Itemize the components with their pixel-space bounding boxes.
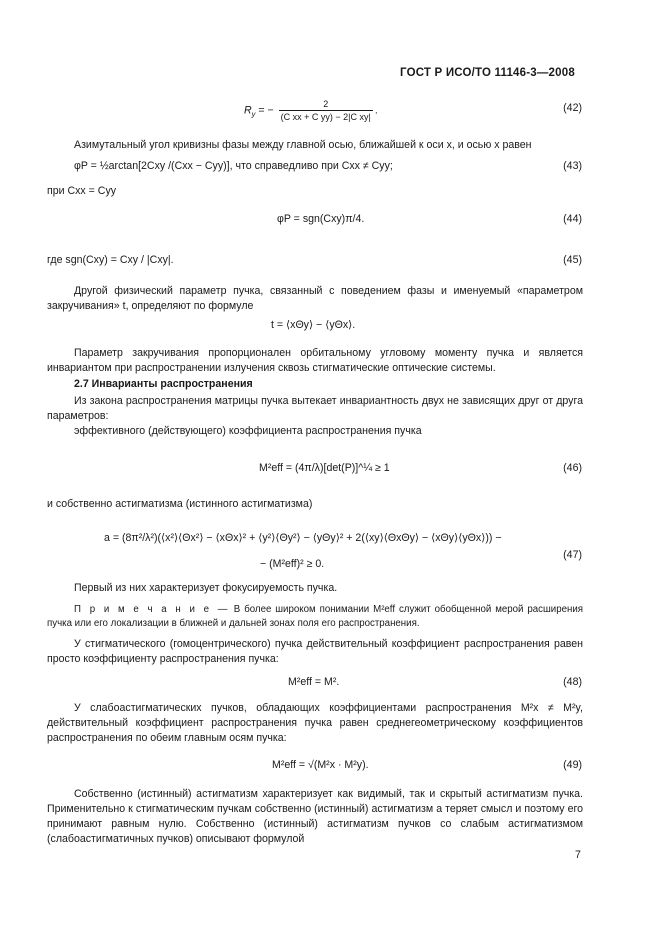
paragraph-intrinsic: и собственно астигматизма (истинного астигматизма) (47, 498, 313, 510)
equation-number-48: (48) (563, 676, 582, 688)
formula-43: φP = ½arctan[2Cxy /(Cxx − Cyy)], что справедливо при Cxx ≠ Cyy; (74, 160, 393, 172)
note-label: П р и м е ч а н и е — (74, 604, 230, 615)
formula-42-denominator: (C xx + C yy) − 2|C xy| (280, 112, 371, 122)
formula-42-lhs: R (244, 104, 252, 117)
equation-number-43: (43) (563, 160, 582, 172)
paragraph-twist: Другой физический параметр пучка, связанный с поведением фазы и именуемый «параметром закручивания» t, определяют по формуле (47, 285, 583, 312)
formula-42-lhs-sub: y (251, 109, 256, 119)
paragraph-azimuth: Азимутальный угол кривизны фазы между главной осью, ближайшей к оси x, и осью x равен (74, 139, 532, 151)
formula-twist: t = ⟨xΘy⟩ − ⟨yΘx⟩. (271, 319, 356, 331)
paragraph-first: Первый из них характеризует фокусируемость пучка. (74, 582, 338, 594)
formula-47-line-2: − (M²eff)² ≥ 0. (260, 558, 325, 570)
paragraph-invariance: Из закона распространения матрицы пучка вытекает инвариантность двух не зависящих друг от друга параметров: (47, 395, 583, 422)
section-title: 2.7 Инварианты распространения (74, 378, 253, 390)
formula-44: φP = sgn(Cxy)π/4. (277, 213, 365, 225)
formula-47-line-1: a = (8π²/λ²)(⟨x²⟩⟨Θx²⟩ − ⟨xΘx⟩² + ⟨y²⟩⟨Θy²⟩ − ⟨yΘy⟩² + 2(⟨xy⟩⟨ΘxΘy⟩ − ⟨xΘy⟩⟨yΘx⟩)) − (104, 532, 502, 544)
note-text: В более широком понимании M²eff служит обобщенной мерой расширения пучка или его локализации в ближней и дальней зонах поля его распространения. (47, 604, 583, 629)
note (47, 603, 583, 631)
paragraph-twist-invariant: Параметр закручивания пропорционален орбитальному угловому моменту пучка и является инвариантом при распространении излучения сквозь стигматические оптические системы. (47, 347, 583, 374)
formula-49: M²eff = √(M²x · M²y). (272, 759, 369, 771)
formula-45: где sgn(Cxy) = Cxy / |Cxy|. (47, 254, 174, 266)
equation-number-46: (46) (563, 462, 582, 474)
paragraph-stigmatic: У стигматического (гомоцентрического) пучка действительный коэффициент распространения равен просто коэффициенту распространения пучка: (47, 638, 583, 665)
equation-number-42: (42) (563, 102, 582, 114)
paragraph-intrinsic-astigmatism: Собственно (истинный) астигматизм характеризует как видимый, так и скрытый астигматизм пучка. Применительно к стигматическим пучкам собственно (истинный) астигматизм a теряет смысл и поэтому его принимают равным нулю. Собственно (истинный) астигматизм пучков со слабым астигматизмом (слабоастигматичных пучков) описывают формулой (47, 788, 583, 845)
paragraph-when-equal: при Cxx = Cyy (47, 185, 117, 197)
document-code: ГОСТ Р ИСО/ТО 11146-3—2008 (400, 67, 575, 79)
equation-number-45: (45) (563, 254, 582, 266)
paragraph-weak-astigmatic: У слабоастигматических пучков, обладающих коэффициентами распространения M²x ≠ M²y, действительный коэффициент распространения пучка равен среднегеометрическому коэффициентов распространения по обеим главным осям пучка: (47, 702, 583, 744)
formula-42 (244, 98, 378, 123)
equation-number-47: (47) (563, 549, 582, 561)
equation-number-49: (49) (563, 759, 582, 771)
paragraph-effective: эффективного (действующего) коэффициента распространения пучка (74, 425, 422, 437)
formula-42-eq: = − (255, 104, 274, 117)
page-number: 7 (575, 849, 581, 861)
formula-48: M²eff = M². (288, 676, 340, 688)
equation-number-44: (44) (563, 213, 582, 225)
formula-42-tail: . (374, 104, 378, 117)
formula-46: M²eff = (4π/λ)[det(P)]^¼ ≥ 1 (259, 462, 390, 474)
formula-42-numerator: 2 (323, 99, 329, 109)
